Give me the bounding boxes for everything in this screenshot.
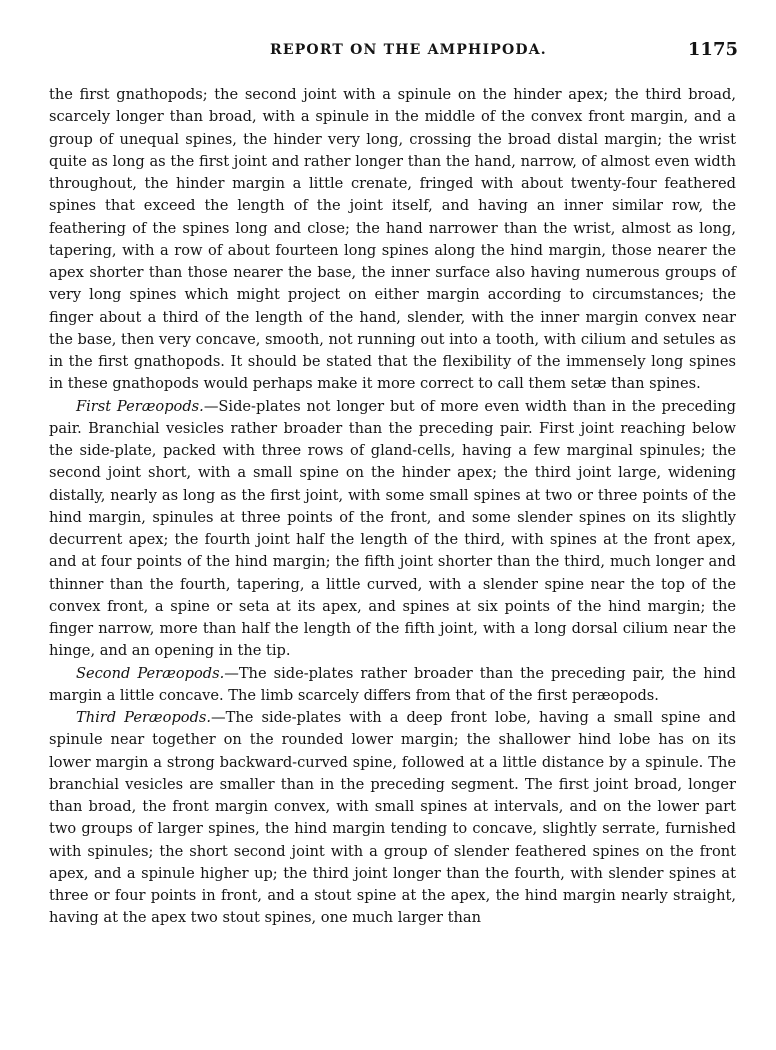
- running-title: REPORT ON THE AMPHIPODA.: [270, 42, 547, 58]
- body-text: [49, 84, 736, 930]
- paragraph-third-peraeopods: [49, 707, 736, 930]
- paragraph-gnathopods-continued: [49, 84, 736, 396]
- paragraph-second-peraeopods: [49, 663, 736, 708]
- section-heading-third-peraeopods: Third Peræopods.: [76, 709, 212, 726]
- paragraph-first-peraeopods: [49, 396, 736, 663]
- section-heading-second-peraeopods: Second Peræopods.: [76, 664, 225, 682]
- paragraph-text: —Side-plates not longer but of more even width than in the preceding pair. Branchial vesicles rather broader than the preceding pair. First joint reaching below the side-plate, packed with three rows of gland-cells, having a few marginal spinules; the second joint short, with a small spine on the hinder apex; the third joint large, widening distally, nearly as long as the first joint, with some small spines at two or three points of the hind margin, spinules at three points of the front, and some slender spines on its slightly decurrent apex; the fourth joint half the length of the third, with spines at the front apex, and at four points of the hind margin; the fifth joint shorter than the third, much longer and thinner than the fourth, tapering, a little curved, with a slender spine near the top of the convex front, a spine or seta at its apex, and spines at six points of the hind margin; the finger narrow, more than half the length of the fifth joint, with a long dorsal cilium near the hinge, and an opening in the tip.: [49, 397, 736, 660]
- paragraph-text: the first gnathopods; the second joint with a spinule on the hinder apex; the third broad, scarcely longer than broad, with a spinule in the middle of the convex front margin, and a group of unequal spines, the hinder very long, crossing the broad distal margin; the wrist quite as long as the first joint and rather longer than the hand, narrow, of almost even width throughout, the hinder margin a little crenate, fringed with about twenty-four feathered spines that exceed the length of the joint itself, and having an inner similar row, the feathering of the spines long and close; the hand narrower than the wrist, almost as long, tapering, with a row of about fourteen long spines along the hind margin, those nearer the apex shorter than those nearer the base, the inner surface also having numerous groups of very long spines which might project on either margin according to circumstances; the finger about a third of the length of the hand, slender, with the inner margin convex near the base, then very concave, smooth, not running out into a tooth, with cilium and setules as in the first gnathopods. It should be stated that the flexibility of the immensely long spines in these gnathopods would perhaps make it more correct to call them setæ than spines.: [49, 86, 736, 393]
- paragraph-text: —The side-plates rather broader than the preceding pair, the hind margin a little concave. The limb scarcely differs from that of the first peræopods.: [49, 664, 736, 704]
- page-header: [0, 39, 776, 66]
- section-heading-first-peraeopods: First Peræopods.: [76, 397, 204, 415]
- paragraph-text: —The side-plates with a deep front lobe, having a small spine and spinule near together on the rounded lower margin; the shallower hind lobe has on its lower margin a strong backward-curved spine, followed at a little distance by a spinule. The branchial vesicles are smaller than in the preceding segment. The first joint broad, longer than broad, the front margin convex, with small spines at intervals, and on the lower part two groups of larger spines, the hind margin tending to concave, slightly serrate, furnished with spinules; the short second joint with a group of slender feathered spines on the front apex, and a spinule higher up; the third joint longer than the fourth, with slender spines at three or four points in front, and a stout spine at the apex, the hind margin nearly straight, having at the apex two stout spines, one much larger than: [49, 709, 737, 927]
- page-number: 1175: [687, 39, 738, 60]
